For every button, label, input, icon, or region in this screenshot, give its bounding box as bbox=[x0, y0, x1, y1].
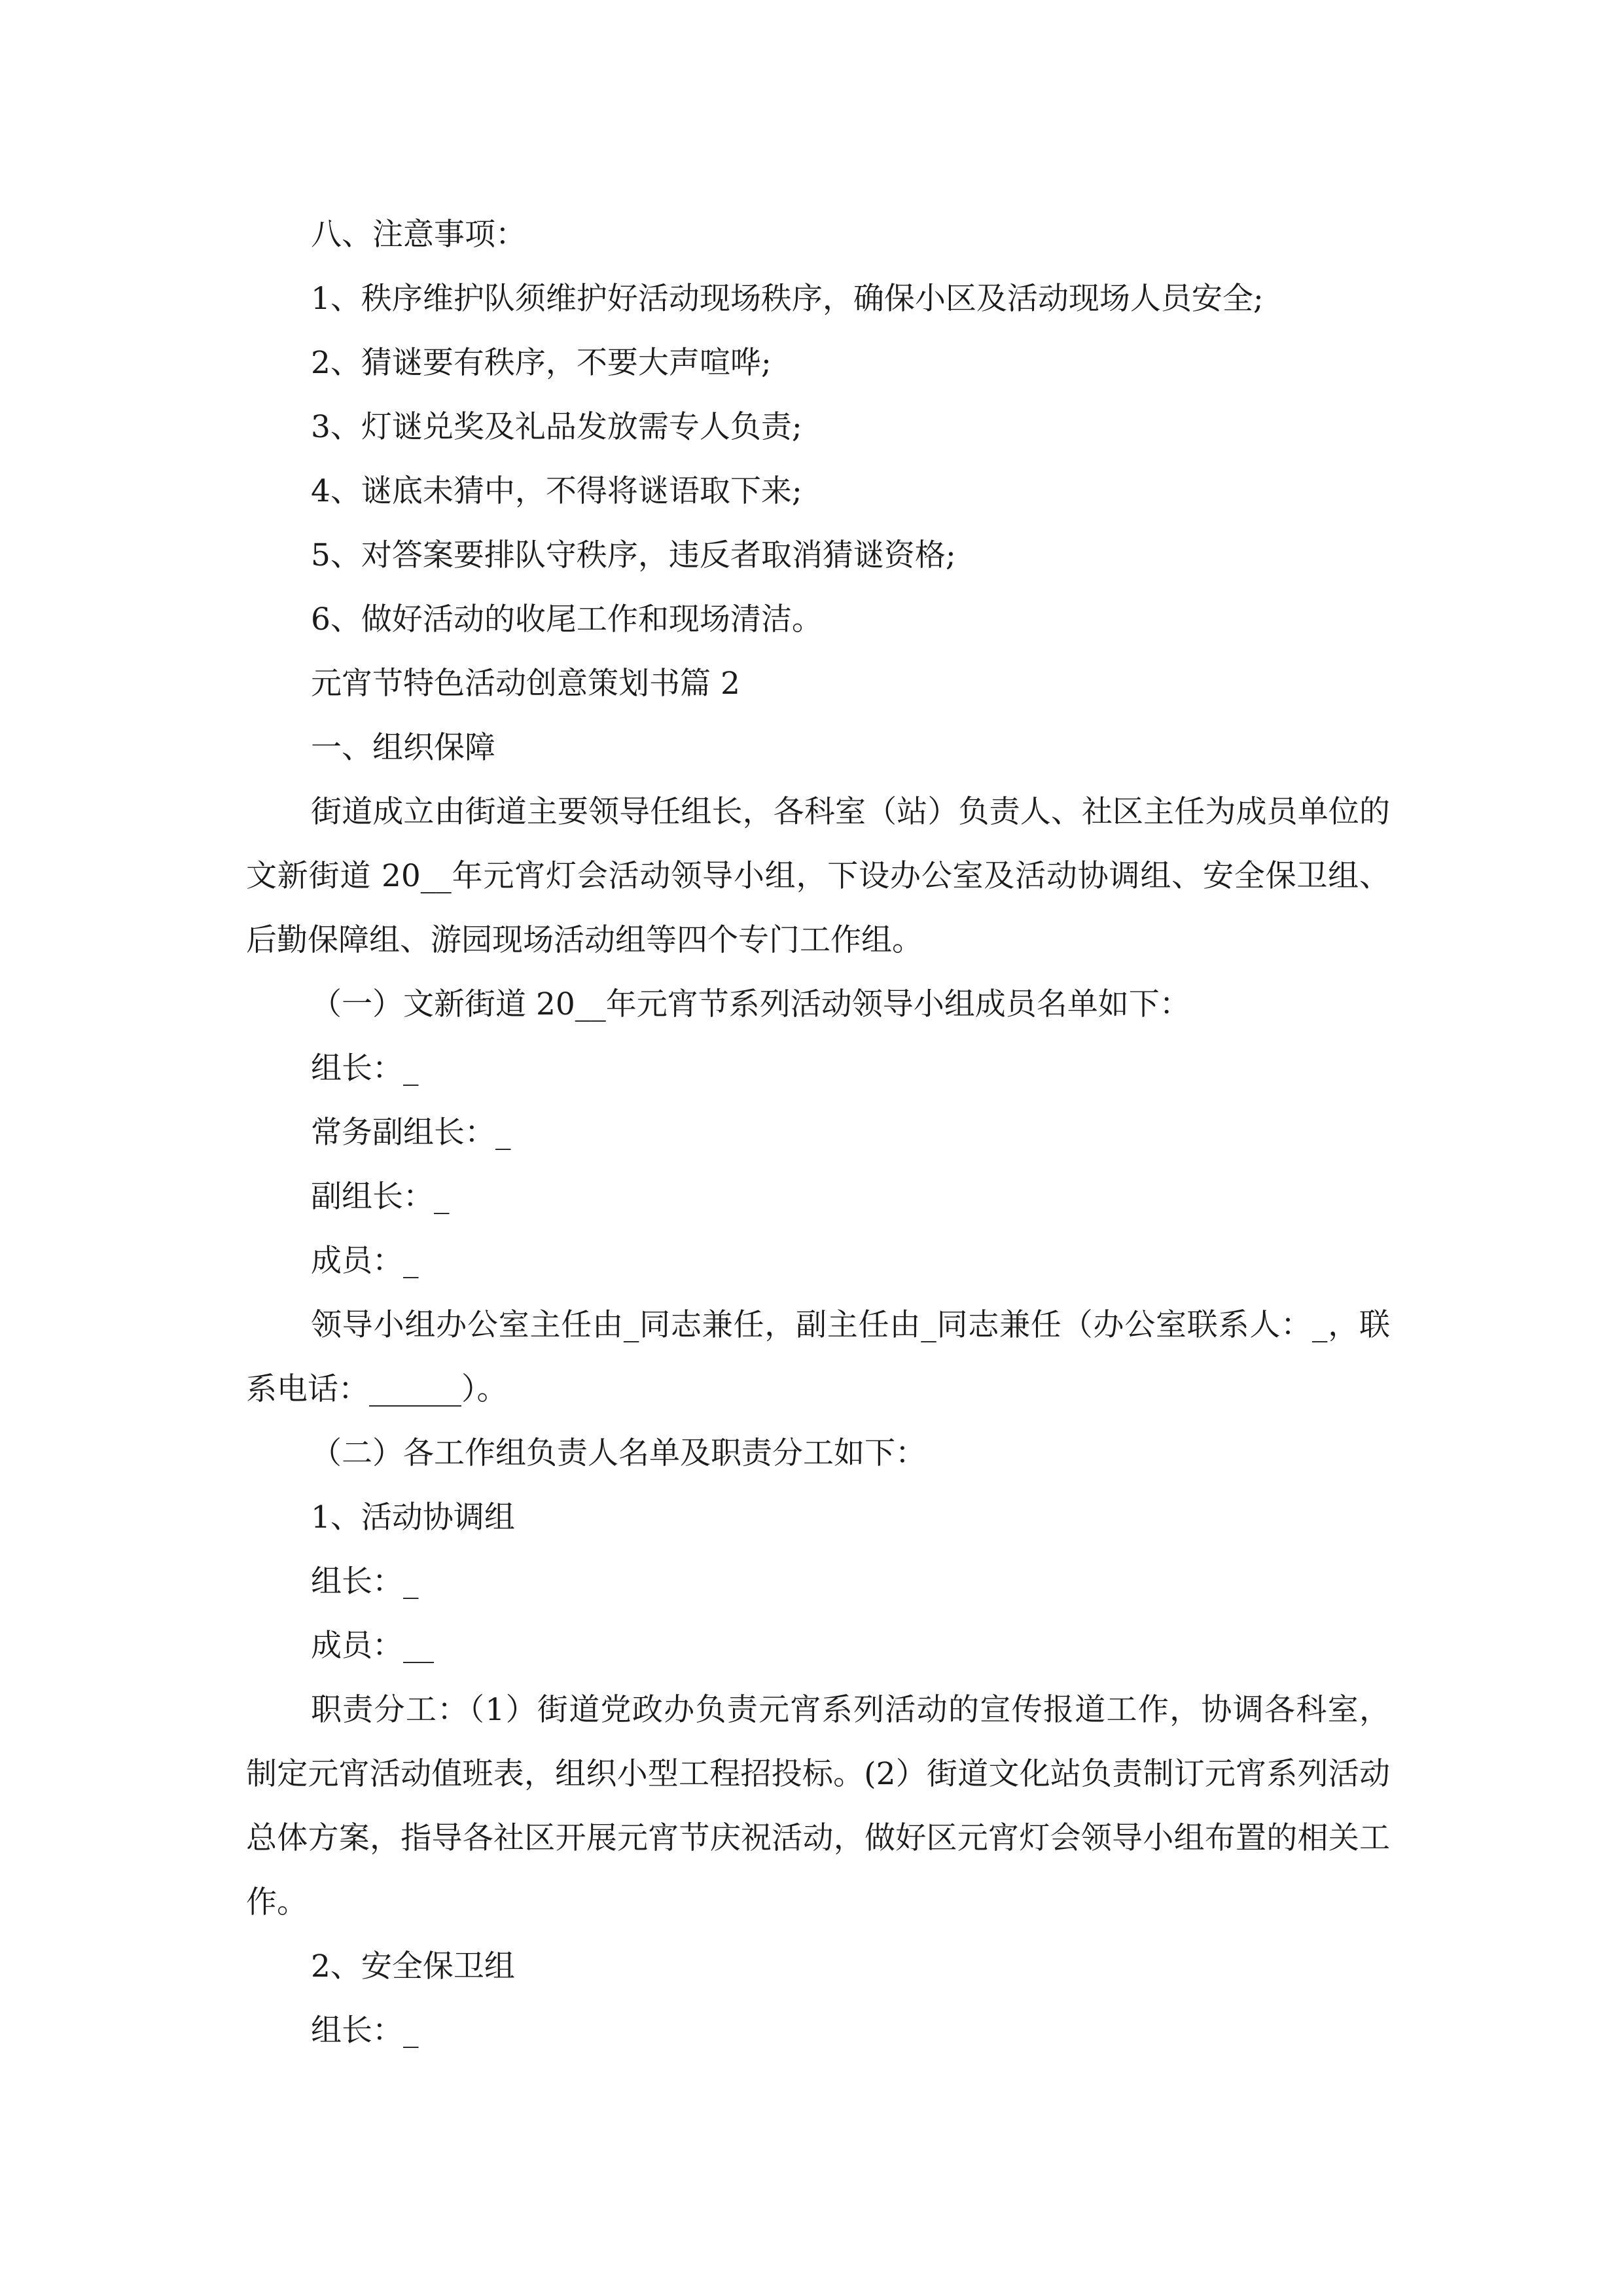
paragraph: 领导小组办公室主任由_同志兼任，副主任由_同志兼任（办公室联系人：_，联系电话：______）。 bbox=[246, 1307, 1390, 1407]
roster-line: 组长：_ bbox=[311, 1050, 419, 1086]
group-heading: 2、安全保卫组 bbox=[311, 1948, 515, 1984]
list-item: 6、做好活动的收尾工作和现场清洁。 bbox=[311, 601, 823, 637]
roster-line: 组长：_ bbox=[311, 1564, 419, 1600]
subsection-heading: （一）文新街道 20__年元宵节系列活动领导小组成员名单如下： bbox=[311, 986, 1190, 1022]
subsection-heading: （二）各工作组负责人名单及职责分工如下： bbox=[311, 1435, 926, 1471]
list-item: 4、谜底未猜中，不得将谜语取下来; bbox=[311, 473, 802, 509]
article-title: 元宵节特色活动创意策划书篇 2 bbox=[311, 666, 740, 702]
roster-line: 组长：_ bbox=[311, 2013, 419, 2049]
group-heading: 1、活动协调组 bbox=[311, 1499, 515, 1535]
section-heading-organization: 一、组织保障 bbox=[311, 730, 495, 766]
list-item: 1、秩序维护队须维护好活动现场秩序，确保小区及活动现场人员安全; bbox=[311, 281, 1264, 317]
document-body bbox=[246, 203, 1390, 2063]
roster-line: 成员：_ bbox=[311, 1243, 419, 1279]
section-heading-precautions: 八、注意事项： bbox=[311, 217, 526, 253]
roster-line: 副组长：_ bbox=[311, 1179, 450, 1215]
paragraph: 职责分工：（1）街道党政办负责元宵系列活动的宣传报道工作，协调各科室，制定元宵活动值班表，组织小型工程招投标。(2）街道文化站负责制订元宵系列活动总体方案，指导各社区开展元宵节庆祝活动，做好区元宵灯会领导小组布置的相关工作。 bbox=[246, 1692, 1390, 1920]
list-item: 3、灯谜兑奖及礼品发放需专人负责; bbox=[311, 409, 802, 445]
roster-line: 成员：__ bbox=[311, 1628, 434, 1664]
list-item: 2、猜谜要有秩序，不要大声喧哗; bbox=[311, 345, 772, 381]
list-item: 5、对答案要排队守秩序，违反者取消猜谜资格; bbox=[311, 537, 956, 573]
paragraph: 街道成立由街道主要领导任组长，各科室（站）负责人、社区主任为成员单位的文新街道 20__年元宵灯会活动领导小组，下设办公室及活动协调组、安全保卫组、后勤保障组、游园现场活动组等四个专门工作组。 bbox=[246, 794, 1390, 958]
roster-line: 常务副组长：_ bbox=[311, 1115, 511, 1151]
